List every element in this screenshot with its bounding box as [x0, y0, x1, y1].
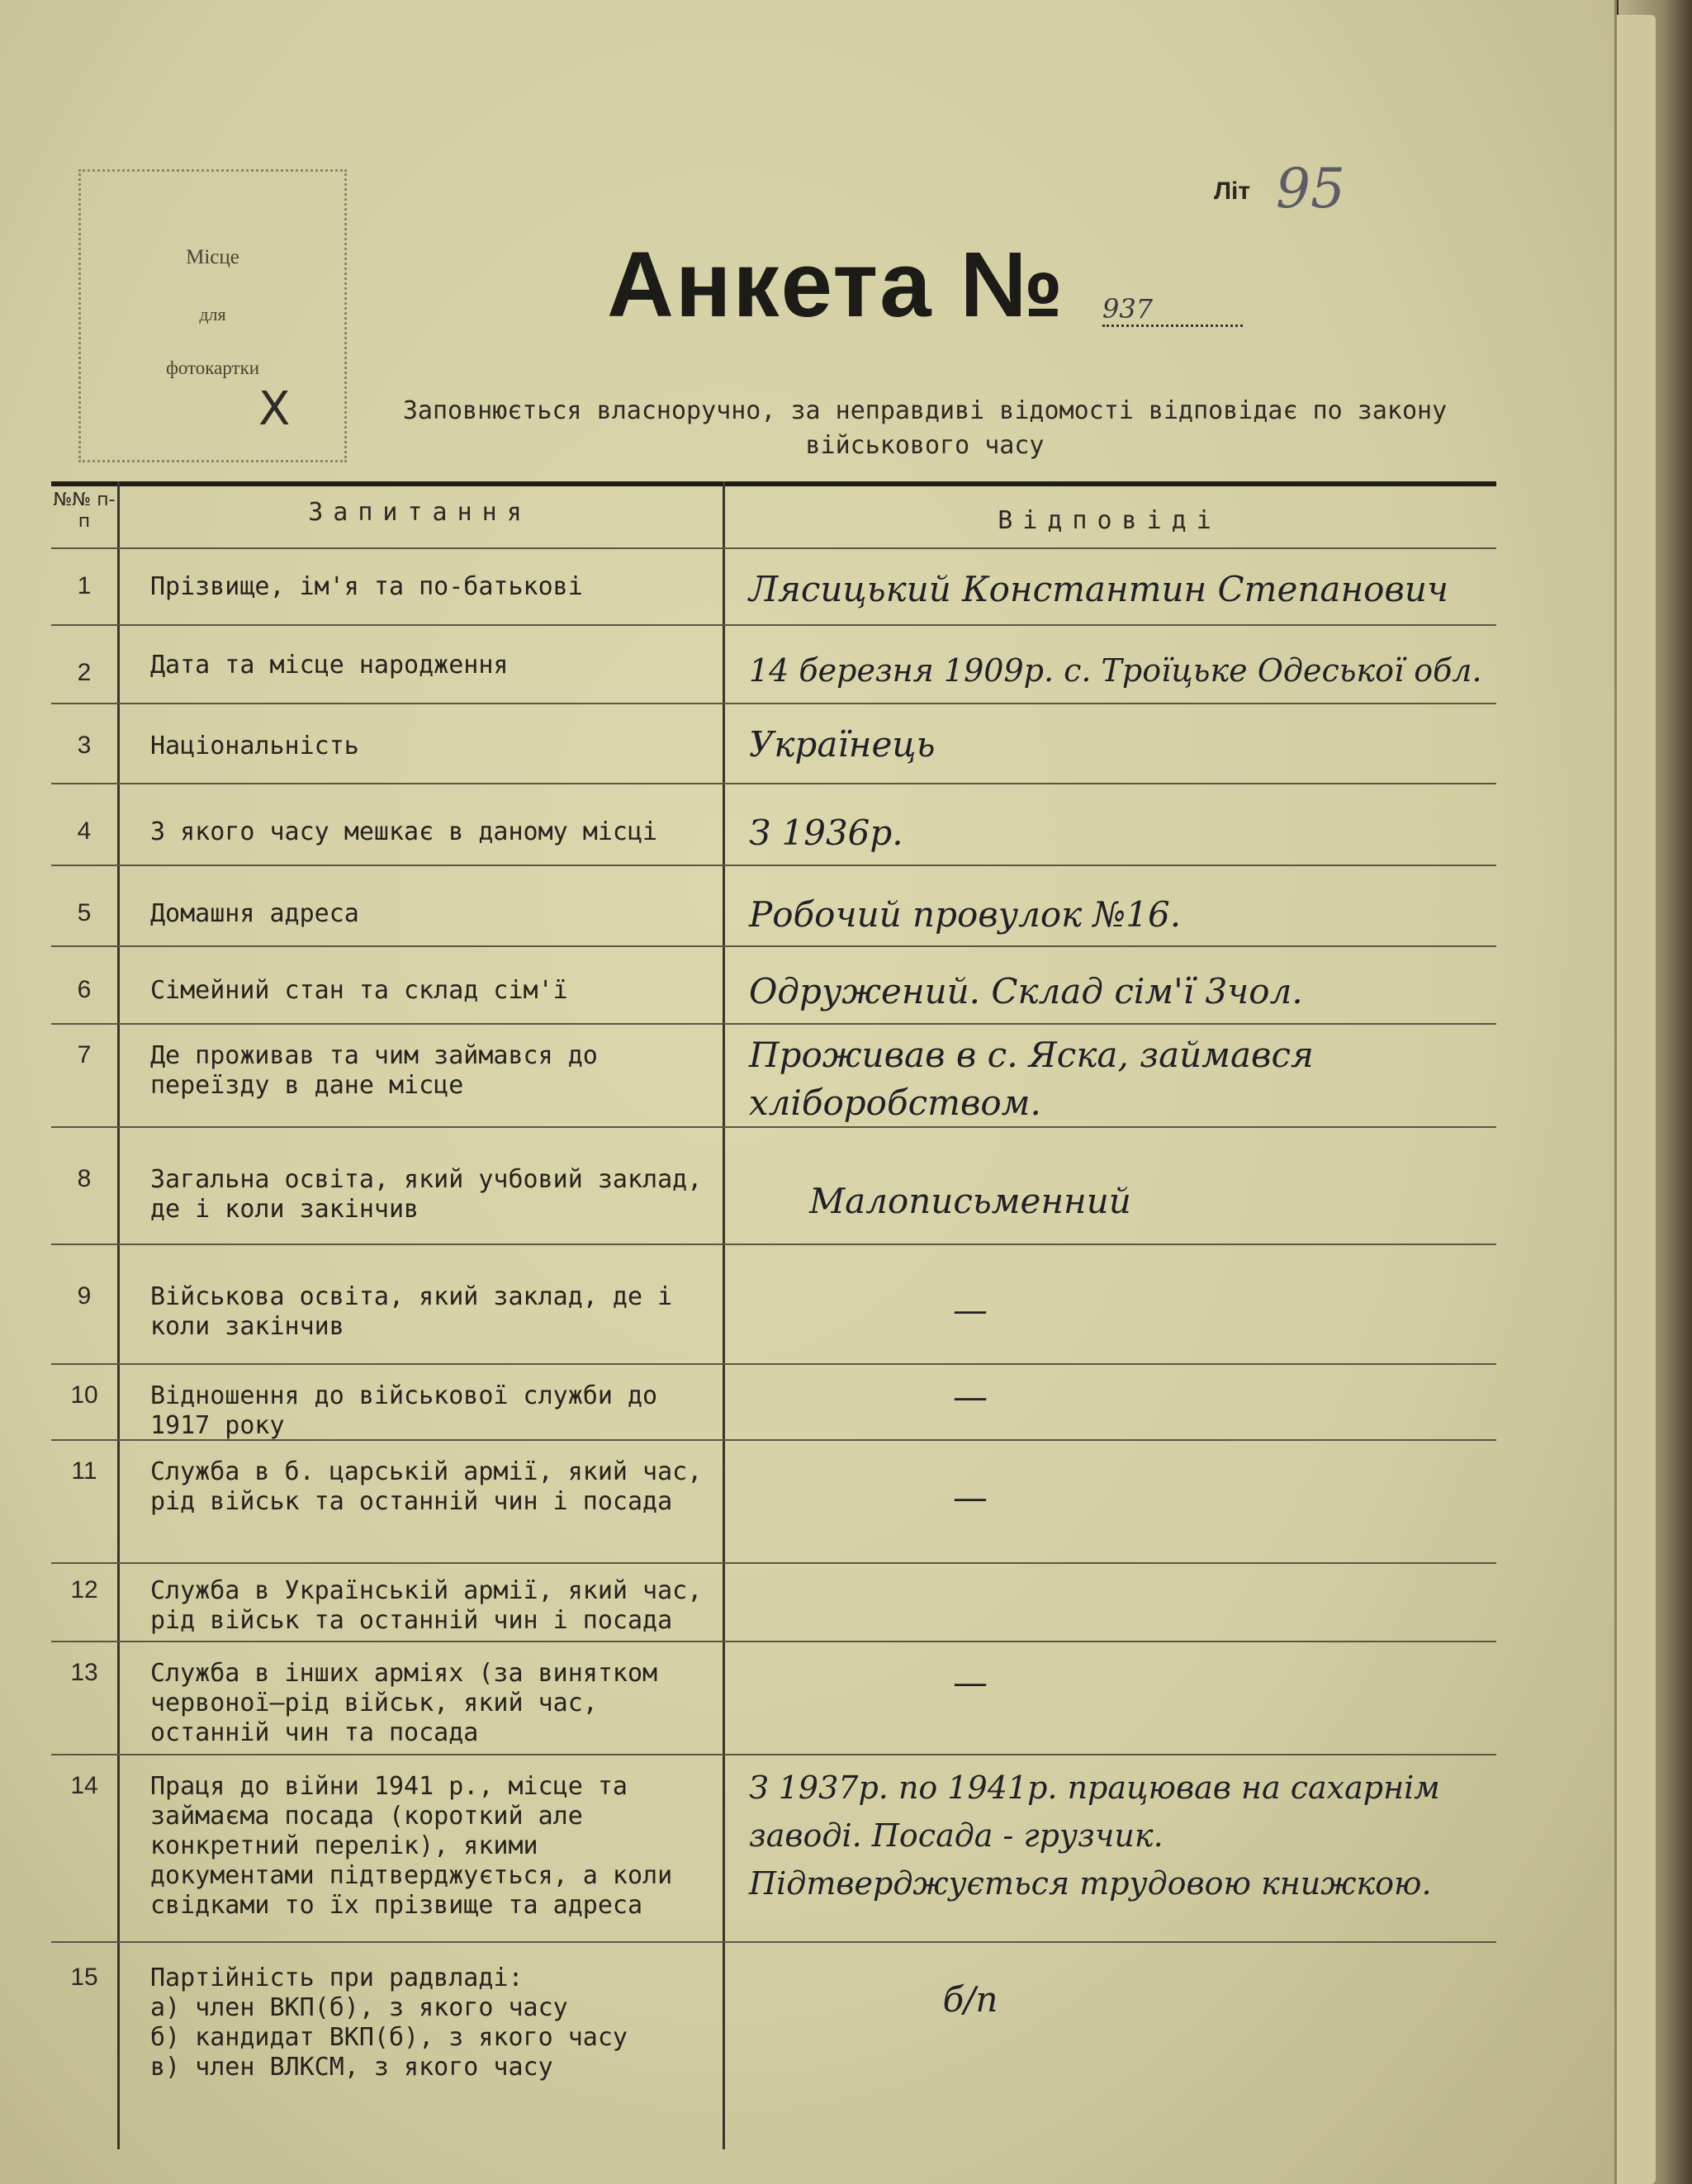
- header-number: №№ п-п: [53, 490, 116, 532]
- row-question: Де проживав та чим займався до переїзду в дане місце: [150, 1041, 598, 1100]
- table-row: [51, 1641, 1496, 1755]
- row-answer: Робочий провулок №16.: [749, 894, 1182, 935]
- row-answer: Проживав в с. Яска, займався хліборобством.: [749, 1035, 1314, 1123]
- table-row: [51, 1023, 1496, 1128]
- row-number: 2: [77, 659, 92, 686]
- row-number: 8: [77, 1165, 92, 1192]
- row-answer: Лясицький Константин Степанович: [749, 569, 1449, 609]
- row-answer: —: [953, 1662, 988, 1703]
- row-question: Праця до війни 1941 р., місце та займаєма посада (короткий але конкретний перелік), якими документами підтверджується, а коли свідками то їх прізвище та адреса: [150, 1772, 673, 1920]
- photo-placeholder: [78, 169, 347, 462]
- row-question: Прізвище, ім'я та по-батькові: [150, 572, 583, 601]
- row-number: 5: [77, 899, 92, 926]
- table-row: [51, 1754, 1496, 1943]
- row-number: 11: [71, 1457, 97, 1485]
- row-answer: З 1936р.: [749, 812, 903, 853]
- row-number: 9: [77, 1282, 92, 1310]
- row-answer: —: [953, 1290, 988, 1330]
- row-answer: б/п: [942, 1979, 998, 2020]
- row-answer: 14 березня 1909р. с. Троїцьке Одеської обл.: [749, 652, 1482, 689]
- row-question: Військова освіта, який заклад, де і коли закінчив: [150, 1282, 673, 1341]
- row-answer: З 1937р. по 1941р. працював на сахарнім заводі. Посада - грузчик. Підтверджується трудовою книжкою.: [749, 1769, 1440, 1902]
- row-question: Відношення до військової служби до 1917 року: [150, 1381, 658, 1440]
- row-number: 10: [70, 1381, 98, 1409]
- row-question: Партійність при радвладі: а) член ВКП(б), з якого часу б) кандидат ВКП(б), з якого часу в) член ВЛКСМ, з якого часу: [150, 1964, 628, 2082]
- table-row: [51, 1363, 1496, 1441]
- row-number: 13: [70, 1659, 98, 1686]
- row-number: 15: [70, 1964, 98, 1991]
- photo-cross-mark: Х: [258, 382, 291, 436]
- row-question: Служба в інших арміях (за винятком червоної—рід військ, який час, останній чин та посада: [150, 1659, 658, 1747]
- row-answer: —: [953, 1477, 988, 1518]
- table-top-rule: [51, 481, 1496, 486]
- table-row: [51, 624, 1496, 704]
- row-number: 14: [70, 1772, 98, 1799]
- row-answer: Малописьменний: [809, 1181, 1131, 1221]
- document-title: Анкета №: [607, 233, 1065, 336]
- table-row: [51, 945, 1496, 1025]
- row-question: Служба в Українській армії, який час, рід військ та останній чин і посада: [150, 1576, 703, 1635]
- table-row: [51, 1126, 1496, 1245]
- row-number: 12: [70, 1576, 98, 1604]
- photo-label-3: фотокартки: [165, 358, 260, 378]
- sheet-number: 95: [1276, 157, 1345, 220]
- row-question: Сімейний стан та склад сім'ї: [150, 976, 568, 1005]
- table-row: [51, 865, 1496, 947]
- row-number: 4: [77, 817, 92, 845]
- row-question: З якого часу мешкає в даному місці: [150, 817, 658, 846]
- row-question: Дата та місце народження: [150, 651, 509, 680]
- table-row: [51, 1439, 1496, 1564]
- table-row: [51, 547, 1496, 626]
- row-number: 6: [77, 976, 92, 1003]
- table-row: [51, 703, 1496, 784]
- questionnaire-table: [51, 481, 1496, 2149]
- form-instructions: Заповнюється власноручно, за неправдиві відомості відповідає по закону військового часу: [402, 396, 1448, 460]
- photo-label-1: Місце: [186, 246, 239, 268]
- table-row: [51, 1244, 1496, 1365]
- header-answers: Відповіді: [998, 506, 1221, 535]
- row-answer: Одружений. Склад сім'ї 3чол.: [749, 971, 1303, 1011]
- sheet-label: Літ: [1214, 178, 1251, 205]
- row-question: Загальна освіта, який учбовий заклад, де і коли закінчив: [150, 1165, 703, 1224]
- table-row: [51, 1941, 1496, 2082]
- photo-label-2: для: [199, 304, 226, 325]
- row-number: 3: [77, 732, 92, 759]
- table-row: [51, 783, 1496, 866]
- row-number: 1: [77, 572, 92, 599]
- row-answer: Українець: [749, 724, 936, 765]
- row-question: Служба в б. царській армії, який час, рід військ та останній чин і посада: [150, 1457, 703, 1516]
- form-number: 937: [1102, 293, 1243, 327]
- row-number: 7: [77, 1041, 92, 1068]
- row-question: Національність: [150, 732, 359, 760]
- row-question: Домашня адреса: [150, 899, 359, 928]
- table-row: [51, 1562, 1496, 1642]
- row-answer: —: [953, 1376, 988, 1417]
- header-questions: Запитання: [308, 498, 532, 527]
